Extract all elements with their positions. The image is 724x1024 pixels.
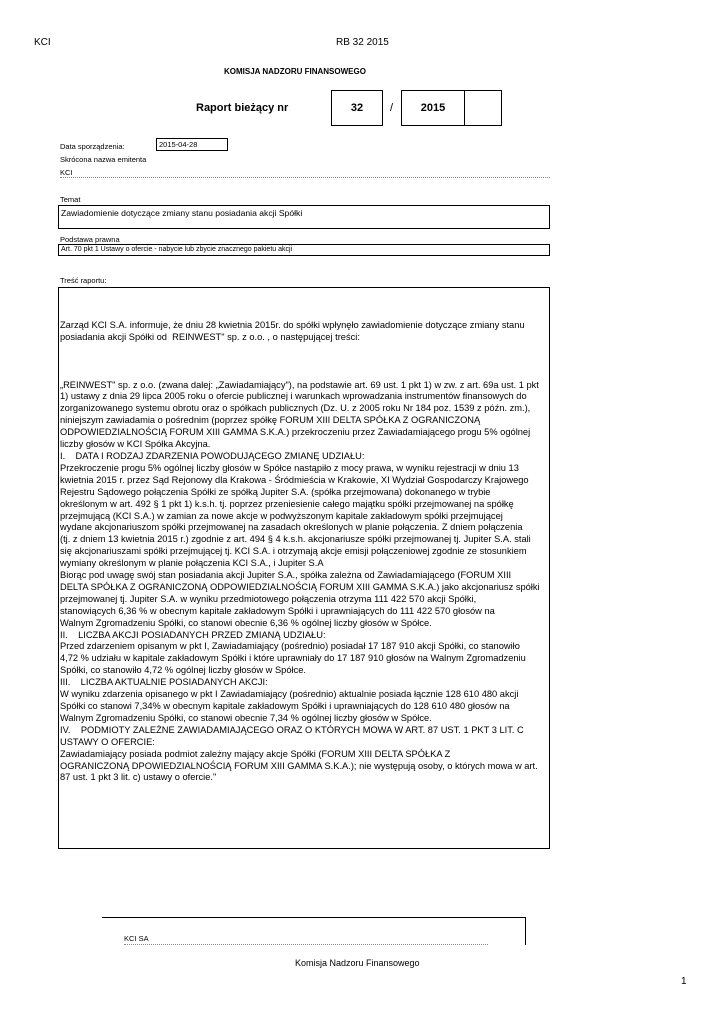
date-value: 2015-04-28 — [159, 140, 198, 149]
report-year: 2015 — [420, 102, 446, 114]
header-report-id: RB 32 2015 — [336, 37, 389, 48]
issuer-divider — [60, 177, 550, 178]
report-separator: / — [390, 102, 394, 114]
content-label: Treść raportu: — [60, 276, 107, 285]
subject-field — [58, 205, 550, 229]
date-field — [156, 138, 228, 151]
footer-right-rule — [525, 917, 526, 945]
authority-title-text: KOMISJA NADZORU FINANSOWEGO — [224, 67, 366, 76]
content-body: Zarząd KCI S.A. informuje, że dniu 28 kwietnia 2015r. do spółki wpłynęło zawiadomienie dotyczące zmiany stanu posiadania akcji Spółki od REINWEST" sp. z o.o. , o następującej treści: „REINWEST" sp. z o.o. (zwana dalej: „Zawiadamiający"), na podstawie art. 69 ust. 1 pkt 1) w zw. z art. 69a ust. 1 pkt 1) ustawy z dnia 29 lipca 2005 roku o ofercie publicznej i warunkach wprowadzania instrumentów finansowych do zorganizowanego systemu obrotu oraz o spółkach publicznych (Dz. U. z 2005 roku Nr 184 poz. 1539 z późn. zm.), niniejszym zawiadamia o pośrednim (poprzez spółkę FORUM XIII DELTA SPÓŁKA Z OGRANICZONĄ ODPOWIEDZIALNOŚCIĄ FORUM XIII GAMMA S.K.A.) przekroczeniu przez Zawiadamiającego progu 5% ogólnej liczby głosów w KCI Spółka Akcyjna. I. DATA I RODZAJ ZDARZENIA POWODUJĄCEGO ZMIANĘ UDZIAŁU: Przekroczenie progu 5% ogólnej liczby głosów w Spółce nastąpiło z mocy prawa, w wyniku rejestracji w dniu 13 kwietnia 2015 r. przez Sąd Rejonowy dla Krakowa - Śródmieścia w Krakowie, XI Wydział Gospodarczy Krajowego Rejestru Sądowego połączenia Spółki ze spółką Jupiter S.A. (spółka przejmowana) dokonanego w trybie określonym w art. 492 § 1 pkt 1) k.s.h. tj. poprzez przeniesienie całego majątku spółki przejmowanej na spółkę przejmującą (KCI S.A.) w zamian za nowe akcje w podwyższonym kapitale zakładowym spółki przejmującej wydane akcjonariuszom spółki przejmowanej na zasadach określonych w planie połączenia. Z dniem połączenia (tj. z dniem 13 kwietnia 2015 r.) zgodnie z art. 494 § 4 k.s.h. akcjonariusze spółki przejmowanej tj. Jupiter S.A. stali się akcjonariuszami spółki przejmującej tj. KCI S.A. i otrzymają akcje emisji połączeniowej zgodnie ze stosunkiem wymiany określonym w planie połączenia KCI S.A., i Jupiter S.A Biorąc pod uwagę swój stan posiadania akcji Jupiter S.A., spółka zależna od Zawiadamiającego (FORUM XIII DELTA SPÓŁKA Z OGRANICZONĄ ODPOWIEDZIALNOŚCIĄ FORUM XIII GAMMA S.K.A.) jako akcjonariusz spółki przejmowanej tj. Jupiter S.A. w wyniku przedmiotowego połączenia otrzyma 111 422 570 akcji Spółki, stanowiących 6,36 % w obecnym kapitale zakładowym Spółki i uprawniających do 111 422 570 głosów na Walnym Zgromadzeniu Spółki, co stanowi obecnie 6,36 % ogólnej liczby głosów w Spółce. II. LICZBA AKCJI POSIADANYCH PRZED ZMIANĄ UDZIAŁU: Przed zdarzeniem opisanym w pkt I, Zawiadamiający (pośrednio) posiadał 17 187 910 akcji Spółki, co stanowiło 4,72 % udziału w kapitale zakładowym Spółki i które uprawniały do 17 187 910 głosów na Walnym Zgromadzeniu Spółki, co stanowiło 4,72 % ogólnej liczby głosów w Spółce. III. LICZBA AKTUALNIE POSIADANYCH AKCJI: W wyniku zdarzenia opisanego w pkt I Zawiadamiający (pośrednio) aktualnie posiada łącznie 128 610 480 akcji Spółki co stanowi 7,34% w obecnym kapitale zakładowym Spółki i uprawniających do 128 610 480 głosów na Walnym Zgromadzeniu Spółki, co stanowi obecnie 7,34 % ogólnej liczby głosów w Spółce. IV. PODMIOTY ZALEŻNE ZAWIADAMIAJĄCEGO ORAZ O KTÓRYCH MOWA W ART. 87 UST. 1 PKT 3 LIT. C USTAWY O OFERCIE: Zawiadamiający posiada podmiot zależny mający akcje Spółki (FORUM XIII DELTA SPÓŁKA Z OGRANICZONĄ DPOWIEDZIALNOŚCIĄ FORUM XIII GAMMA S.K.A.); nie występują osoby, o których mowa w art. 87 ust. 1 pkt 3 lit. c) ustawy o ofercie." — [60, 320, 540, 783]
issuer-value: KCI — [60, 168, 73, 177]
report-number: 32 — [350, 102, 364, 114]
footer-top-rule — [102, 917, 526, 918]
subject-label: Temat — [60, 195, 81, 204]
report-extra-box — [464, 90, 502, 126]
legal-basis-field — [58, 244, 550, 256]
footer-authority: Komisja Nadzoru Finansowego — [295, 958, 420, 968]
legal-basis-label: Podstawa prawna — [60, 235, 120, 244]
page-number: 1 — [681, 976, 687, 987]
legal-basis-value: Art. 70 pkt 1 Ustawy o ofercie - nabycie lub zbycie znacznego pakietu akcji — [61, 246, 293, 253]
date-label: Data sporządzenia: — [60, 142, 125, 151]
report-label: Raport bieżący nr — [196, 102, 289, 114]
report-year-box — [401, 90, 465, 126]
report-number-box — [331, 90, 383, 126]
footer-issuer: KCI SA — [124, 934, 149, 943]
issuer-label: Skrócona nazwa emitenta — [60, 155, 147, 164]
subject-value: Zawiadomienie dotyczące zmiany stanu posiadania akcji Spółki — [61, 208, 303, 218]
header-issuer: KCI — [34, 37, 51, 48]
footer-divider — [124, 944, 488, 945]
